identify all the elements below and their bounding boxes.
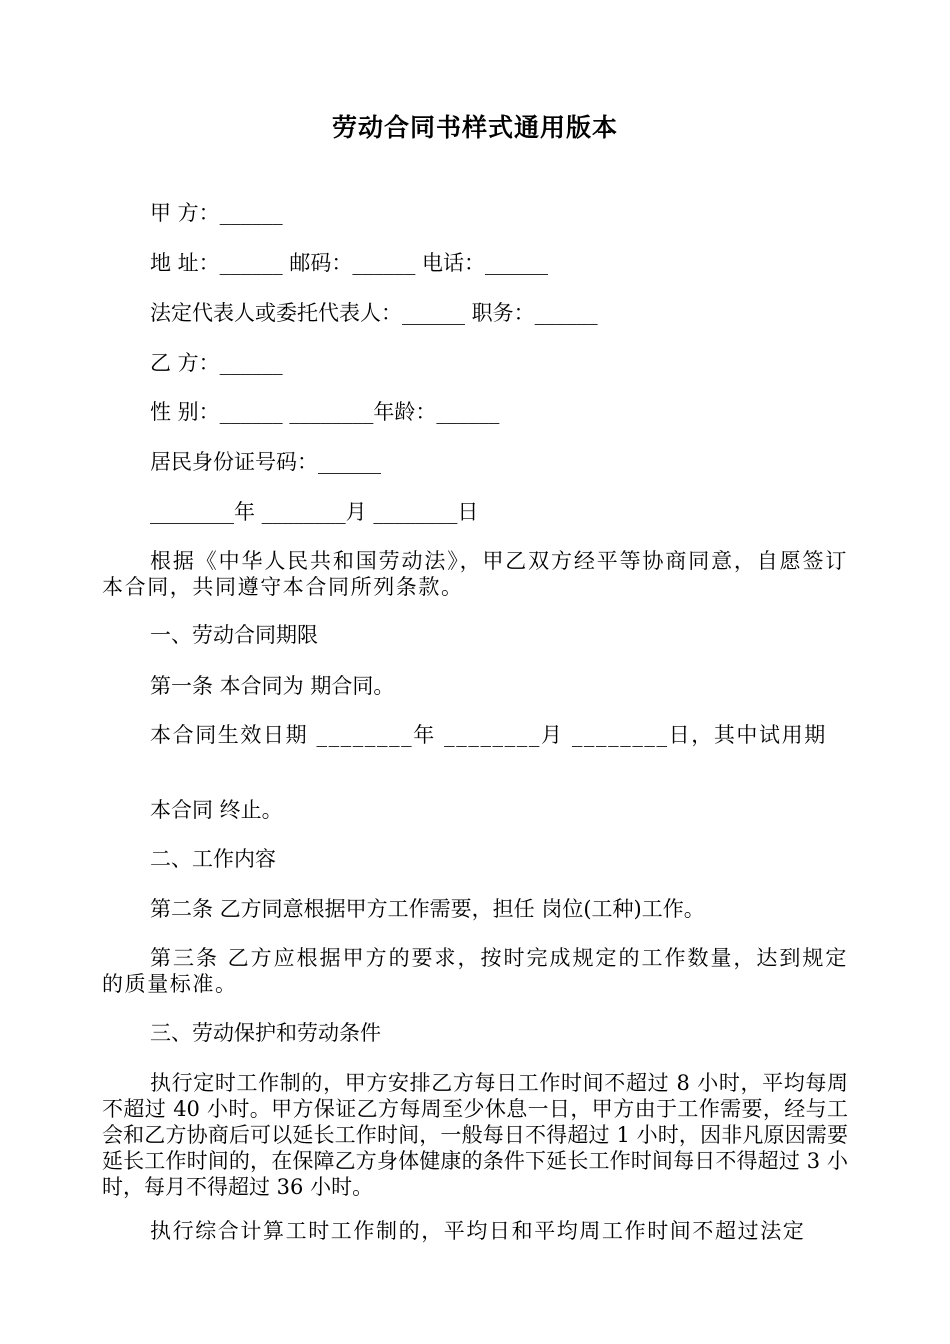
article-3: 第三条 乙方应根据甲方的要求，按时完成规定的工作数量，达到规定的质量标准。	[102, 946, 848, 996]
party-b-line: 乙 方：______	[150, 351, 283, 375]
contract-end-line: 本合同 终止。	[150, 798, 283, 822]
article-1: 第一条 本合同为 期合同。	[150, 674, 395, 698]
section-heading-protection: 三、劳动保护和劳动条件	[150, 1021, 381, 1045]
address-line: 地 址：______ 邮码：______ 电话：______	[150, 251, 549, 275]
party-a-line: 甲 方：______	[150, 201, 283, 225]
document-title: 劳动合同书样式通用版本	[331, 113, 618, 142]
representative-line: 法定代表人或委托代表人：______ 职务：______	[150, 301, 598, 325]
date-line: ________年 ________月 ________日	[150, 500, 479, 524]
section-heading-work: 二、工作内容	[150, 847, 276, 871]
gender-age-line: 性 别：______ ________年龄：______	[150, 400, 500, 424]
article-2: 第二条 乙方同意根据甲方工作需要，担任 岗位(工种)工作。	[150, 897, 705, 921]
comprehensive-hours-paragraph: 执行综合计算工时工作制的，平均日和平均周工作时间不超过法定	[150, 1219, 806, 1243]
id-number-line: 居民身份证号码：______	[150, 450, 381, 474]
fixed-hours-paragraph: 执行定时工作制的，甲方安排乙方每日工作时间不超过 8 小时，平均每周不超过 40 小时。甲方保证乙方每周至少休息一日，甲方由于工作需要，经与工会和乙方协商后可以延长工作时间，一般每日不得超过 1 小时，因非凡原因需要延长工作时间的，在保障乙方身体健康的条件下延长工作时间每日不得超过 3 小时，每月不得超过 36 小时。	[102, 1071, 848, 1199]
effective-date-paragraph: 本合同生效日期 ________年 ________月 ________日，其中试用期	[150, 723, 827, 747]
preamble-paragraph: 根据《中华人民共和国劳动法》，甲乙双方经平等协商同意，自愿签订本合同，共同遵守本合同所列条款。	[102, 549, 848, 599]
section-heading-term: 一、劳动合同期限	[150, 623, 318, 647]
